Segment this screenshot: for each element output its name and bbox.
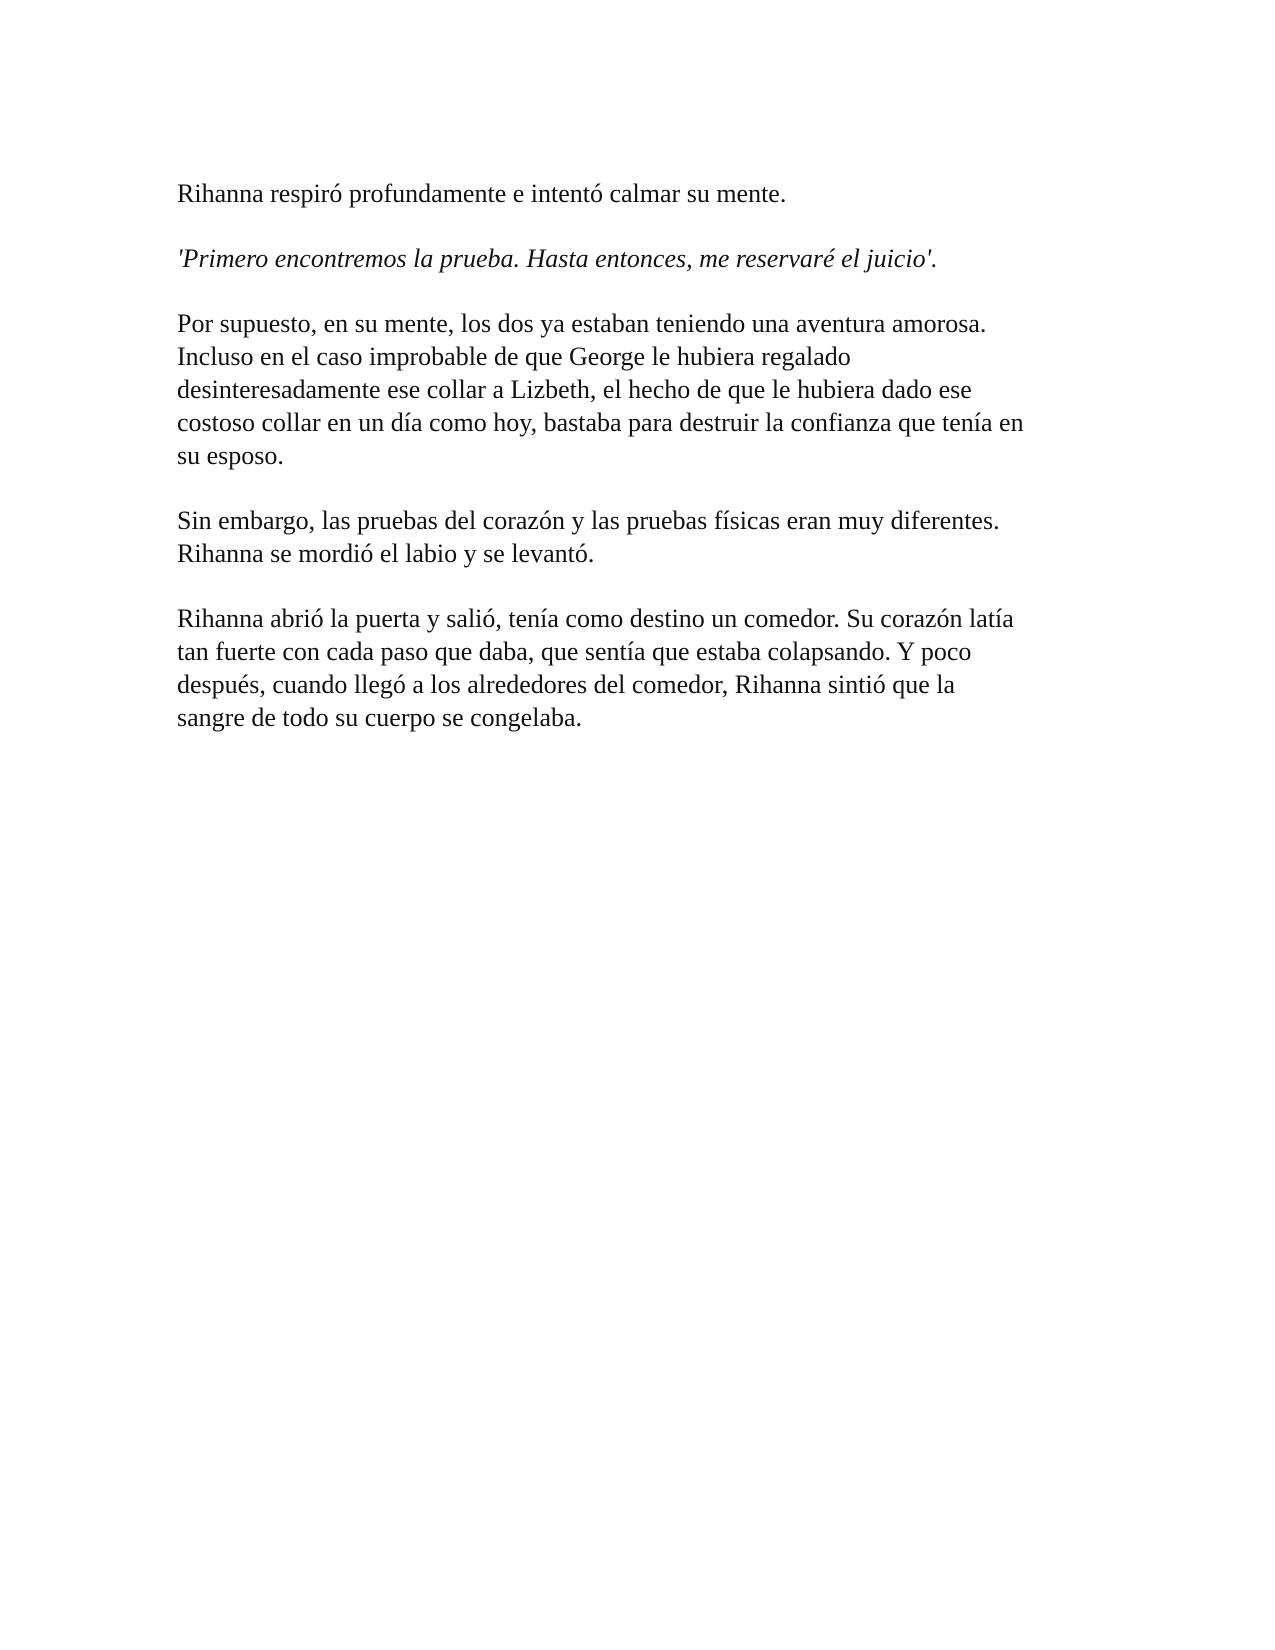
text-line: Por supuesto, en su mente, los dos ya estaban teniendo una aventura amorosa. bbox=[177, 309, 987, 338]
text-line: después, cuando llegó a los alrededores del comedor, Rihanna sintió que la bbox=[177, 670, 956, 699]
paragraph-2-italic bbox=[177, 242, 1117, 275]
paragraph-4 bbox=[177, 504, 1117, 570]
text-line: sangre de todo su cuerpo se congelaba. bbox=[177, 703, 583, 732]
text-line: Sin embargo, las pruebas del corazón y las pruebas físicas eran muy diferentes. bbox=[177, 506, 1000, 535]
text-line: su esposo. bbox=[177, 441, 284, 470]
paragraph-3 bbox=[177, 307, 1117, 472]
text-line: Incluso en el caso improbable de que George le hubiera regalado bbox=[177, 342, 851, 371]
document-body bbox=[177, 177, 1117, 766]
paragraph-1 bbox=[177, 177, 1117, 210]
text-line: Rihanna abrió la puerta y salió, tenía como destino un comedor. Su corazón latía bbox=[177, 604, 1014, 633]
text-line: Rihanna respiró profundamente e intentó calmar su mente. bbox=[177, 179, 787, 208]
text-line: tan fuerte con cada paso que daba, que sentía que estaba colapsando. Y poco bbox=[177, 637, 972, 666]
text-line: Rihanna se mordió el labio y se levantó. bbox=[177, 539, 595, 568]
text-line: desinteresadamente ese collar a Lizbeth, el hecho de que le hubiera dado ese bbox=[177, 375, 972, 404]
text-line: costoso collar en un día como hoy, bastaba para destruir la confianza que tenía en bbox=[177, 408, 1024, 437]
text-line: 'Primero encontremos la prueba. Hasta entonces, me reservaré el juicio'. bbox=[177, 244, 938, 273]
paragraph-5 bbox=[177, 602, 1117, 734]
